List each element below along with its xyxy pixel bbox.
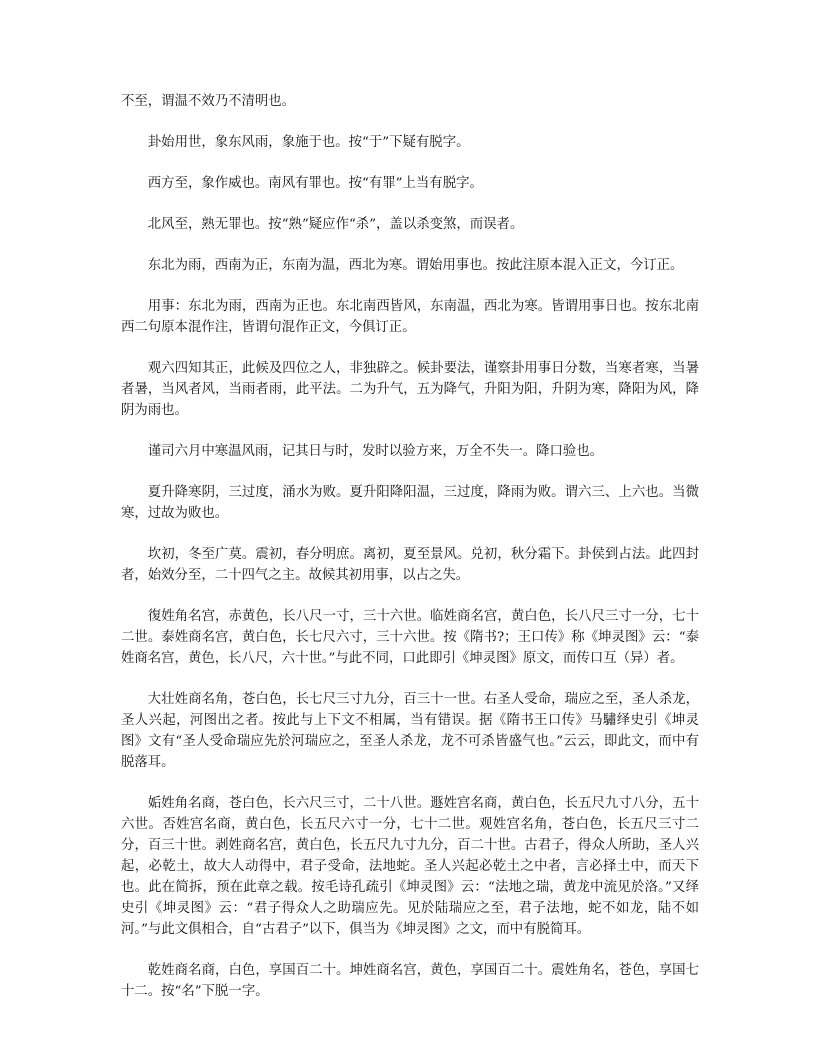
- paragraph-10: 坎初，冬至广莫。震初，春分明庶。离初，夏至景风。兑初，秋分霜下。卦侯到占法。此四封者，始效分至，二十四气之主。故候其初用事，以占之失。: [121, 547, 699, 583]
- document-page: [121, 91, 699, 1022]
- paragraph-2: 卦始用世，象东风雨，象施于也。按“于”下疑有脱字。: [147, 135, 470, 150]
- paragraph-11: 復姓角名宫，赤黄色，长八尺一寸，三十六世。临姓商名宫，黄白色，长八尺三寸一分，七十二世。泰姓商名宫，黄白色，长七尺六寸，三十六世。按《隋书?；王口传》称《坤灵图》云：“泰姓商名宫，黄色，长八尺，六十世。”与此不同，口此即引《坤灵图》原文，而传口互（异）者。: [121, 609, 699, 666]
- paragraph-12: 大壮姓商名角，苍白色，长七尺三寸九分，百三十一世。右圣人受命，瑞应之至，圣人杀龙，圣人兴起，河图出之者。按此与上下文不相属，当有错误。据《隋书王口传》马驌绎史引《坤灵图》文有“圣人受命瑞应先於河瑞应之，至圣人杀龙，龙不可杀皆盛气也。”云云，即此文，而中有脱落耳。: [121, 692, 699, 770]
- paragraph-6: 用事：东北为雨，西南为正也。东北南西皆风，东南温，西北为寒。皆谓用事日也。按东北南西二句原本混作注，皆谓句混作正文，今俱订正。: [121, 299, 699, 335]
- paragraph-5: 东北为雨，西南为正，东南为温，西北为寒。谓始用事也。按此注原本混入正文，今订正。: [147, 258, 684, 273]
- paragraph-7: 观六四知其正，此候及四位之人，非独辟之。候卦要法，谨察卦用事日分数，当寒者寒，当暑者暑，当风者风，当雨者雨，此平法。二为升气，五为降气，升阳为阳，升阴为寒，降阳为风，降阴为雨也。: [121, 361, 699, 418]
- paragraph-8: 谨司六月中寒温风雨，记其日与时，发时以验方来，万全不失一。降口验也。: [147, 444, 604, 459]
- paragraph-3: 西方至，象作威也。南风有罪也。按“有罪”上当有脱字。: [147, 176, 483, 191]
- paragraph-14: 乾姓商名商，白色，享国百二十。坤姓商名宫，黄色，享国百二十。震姓角名，苍色，享国七十二。按“名”下脱一字。: [121, 963, 699, 999]
- paragraph-4: 北风至，熟无罪也。按“熟”疑应作“杀”，盖以杀变煞，而误者。: [147, 217, 524, 232]
- paragraph-13: 姤姓角名商，苍白色，长六尺三寸，二十八世。遯姓宫名商，黄白色，长五尺九寸八分，五十六世。否姓宫名商，黄白色，长五尺六寸一分，七十二世。观姓宫名角，苍白色，长五尺三寸二分，百三十世。剥姓商名宫，黄白色，长五尺九寸九分，百二十世。古君子，得众人所助，圣人兴起，必乾土，故大人动得中，君子受命，法地蛇。圣人兴起必乾土之中者，言必择土中，而天下也。此在简拆，预在此章之载。按毛诗孔疏引《坤灵图》云：“法地之瑞，黄龙中流见於洛。”又绎史引《坤灵图》云：“君子得众人之助瑞应先。见於陆瑞应之至，君子法地，蛇不如龙，陆不如河。”与此文俱相合，自“古君子”以下，俱当为《坤灵图》之文，而中有脱简耳。: [121, 796, 699, 937]
- paragraph-9: 夏升降寒阴，三过度，涌水为败。夏升阳降阳温，三过度，降雨为败。谓六三、上六也。当微寒，过故为败也。: [121, 485, 699, 521]
- paragraph-1: 不至，谓温不效乃不清明也。: [121, 94, 296, 109]
